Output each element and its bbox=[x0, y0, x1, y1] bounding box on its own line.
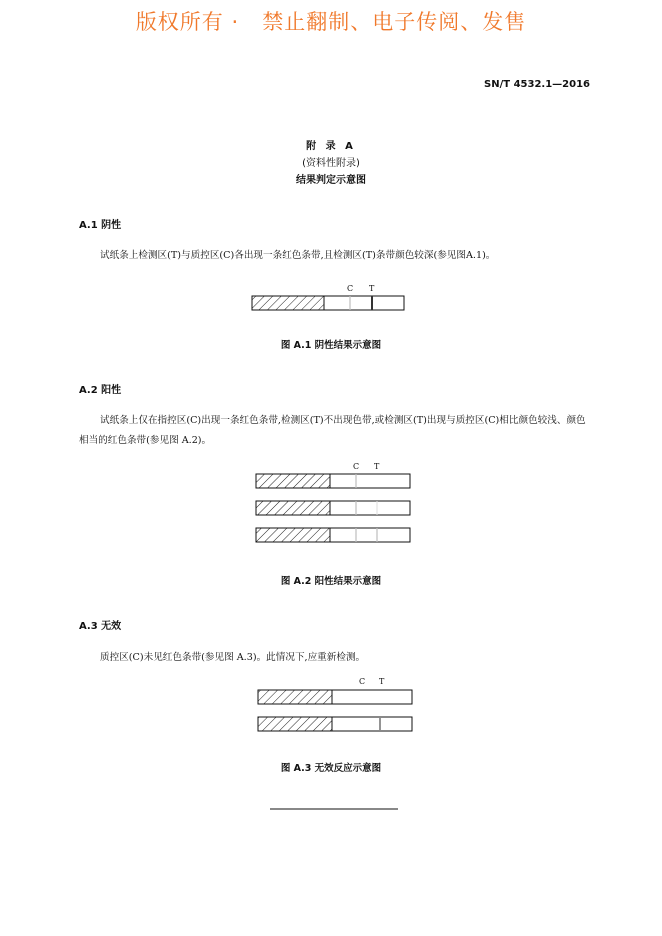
strip-membrane bbox=[332, 690, 412, 704]
label-t-a2: T bbox=[374, 462, 380, 471]
strip-pad bbox=[256, 501, 330, 515]
label-c-a2: C bbox=[353, 462, 360, 471]
figure-a3-strip-1 bbox=[258, 690, 412, 704]
strip-membrane bbox=[330, 501, 410, 515]
strip-pad bbox=[256, 474, 330, 488]
figure-a3-strip-2 bbox=[258, 717, 412, 731]
figure-caption-a3: 图 A.3 无效反应示意图 bbox=[280, 763, 382, 774]
section-text-a2: 试纸条上仅在指控区(C)出现一条红色条带,检测区(T)不出现色带,或检测区(T)出现与质控区(C)相比颜色较浅、颜色相当的红色条带(参见图 A.2)。 bbox=[79, 415, 586, 446]
appendix-title: 结果判定示意图 bbox=[296, 175, 366, 186]
watermark: 版权所有 · 禁止翻制、电子传阅、发售 bbox=[135, 10, 527, 34]
section-heading-a2: A.2 阳性 bbox=[79, 385, 122, 396]
figure-caption-a1: 图 A.1 阴性结果示意图 bbox=[280, 340, 382, 351]
appendix-label: 附 录 A bbox=[306, 141, 356, 152]
label-c-a3: C bbox=[359, 677, 366, 686]
strip-membrane bbox=[324, 296, 404, 310]
strip-membrane bbox=[330, 474, 410, 488]
section-text-a1: 试纸条上检测区(T)与质控区(C)各出现一条红色条带,且检测区(T)条带颜色较深(参见图A.1)。 bbox=[100, 250, 496, 261]
figure-a2-strip-2 bbox=[256, 501, 410, 515]
figure-a2-strip-1 bbox=[256, 474, 410, 488]
section-heading-a3: A.3 无效 bbox=[79, 621, 122, 632]
section-heading-a1: A.1 阴性 bbox=[79, 220, 122, 231]
standard-number: SN/T 4532.1—2016 bbox=[484, 79, 590, 90]
strip-pad bbox=[252, 296, 324, 310]
label-t-a1: T bbox=[369, 284, 375, 293]
section-text-a3: 质控区(C)未见红色条带(参见图 A.3)。此情况下,应重新检测。 bbox=[100, 652, 366, 663]
strip-pad bbox=[256, 528, 330, 542]
label-t-a3: T bbox=[379, 677, 385, 686]
strip-pad bbox=[258, 717, 332, 731]
label-c-a1: C bbox=[347, 284, 354, 293]
strip-pad bbox=[258, 690, 332, 704]
appendix-subtitle: (资料性附录) bbox=[302, 158, 360, 169]
figure-a1-strip bbox=[252, 296, 404, 310]
figure-caption-a2: 图 A.2 阳性结果示意图 bbox=[280, 576, 382, 587]
strip-membrane bbox=[332, 717, 412, 731]
strip-membrane bbox=[330, 528, 410, 542]
figure-a2-strip-3 bbox=[256, 528, 410, 542]
